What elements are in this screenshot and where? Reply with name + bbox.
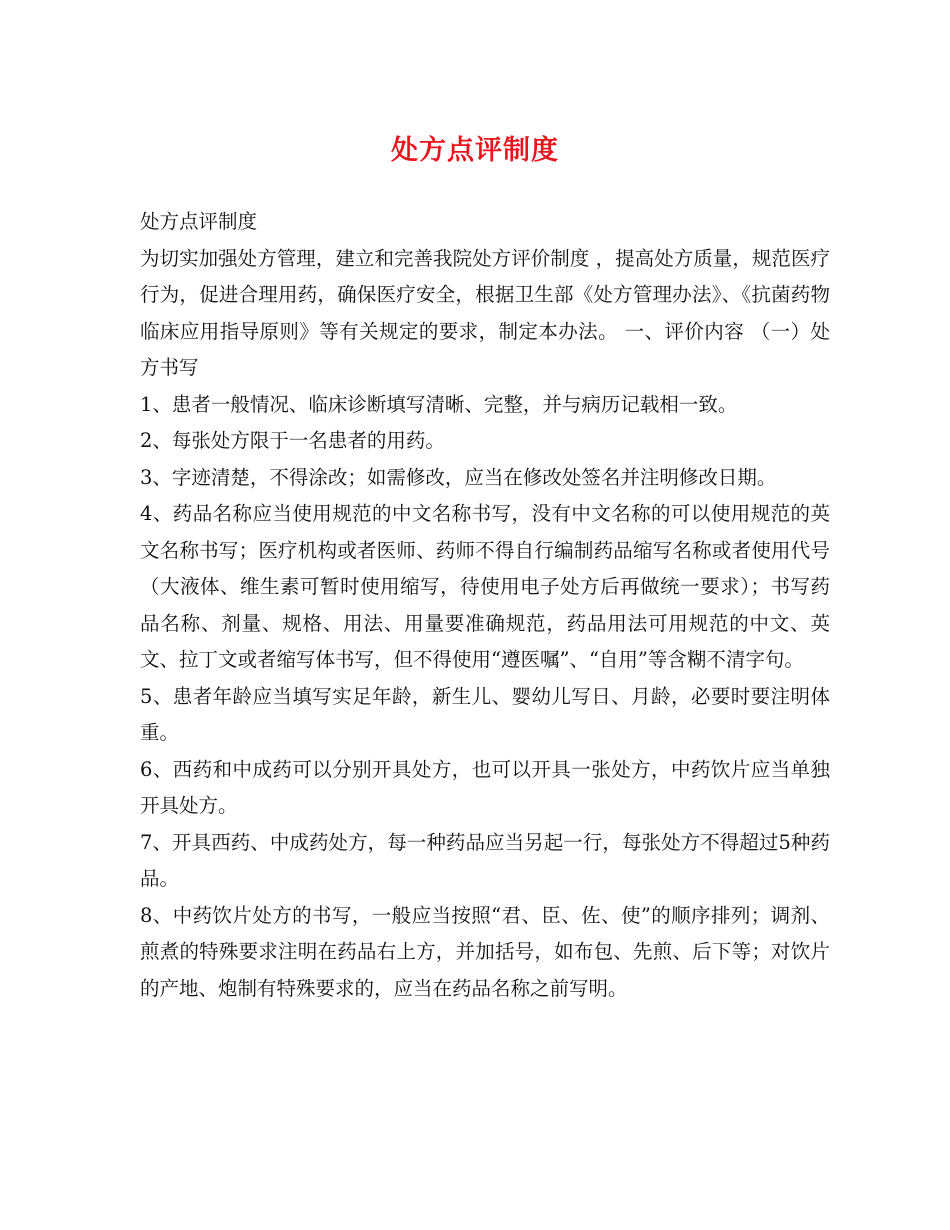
document-body <box>140 204 830 1007</box>
paragraph-item-4: 4、药品名称应当使用规范的中文名称书写，没有中文名称的可以使用规范的英文名称书写；医疗机构或者医师、药师不得自行编制药品缩写名称或者使用代号（大液体、维生素可暂时使用缩写，待使用电子处方后再做统一要求）；书写药品名称、剂量、规格、用法、用量要准确规范，药品用法可用规范的中文、英文、拉丁文或者缩写体书写，但不得使用“遵医嘱”、“自用”等含糊不清字句。 <box>140 502 830 671</box>
paragraph-item-8: 8、中药饮片处方的书写，一般应当按照“君、臣、佐、使”的顺序排列；调剂、煎煮的特殊要求注明在药品右上方，并加括号，如布包、先煎、后下等；对饮片的产地、炮制有特殊要求的，应当在药品名称之前写明。 <box>140 903 830 1000</box>
paragraph-item-2: 2、每张处方限于一名患者的用药。 <box>140 429 445 452</box>
paragraph-item-7: 7、开具西药、中成药处方，每一种药品应当另起一行，每张处方不得超过5种药品。 <box>140 830 830 890</box>
paragraph-item-1: 1、患者一般情况、临床诊断填写清晰、完整，并与病历记载相一致。 <box>140 392 738 416</box>
paragraph-item-5: 5、患者年龄应当填写实足年龄，新生儿、婴幼儿写日、月龄，必要时要注明体重。 <box>140 684 830 744</box>
paragraph-intro: 为切实加强处方管理，建立和完善我院处方评价制度 ，提高处方质量，规范医疗行为，促进合理用药，确保医疗安全，根据卫生部《处方管理办法》、《抗菌药物临床应用指导原则》等有关规定的要求，制定本办法。 一、评价内容 （一）处方书写 <box>140 246 830 379</box>
paragraph-item-3: 3、字迹清楚，不得涂改；如需修改，应当在修改处签名并注明修改日期。 <box>140 465 777 489</box>
document-title: 处方点评制度 <box>391 135 559 166</box>
paragraph-subtitle: 处方点评制度 <box>140 210 258 233</box>
paragraph-item-6: 6、西药和中成药可以分别开具处方，也可以开具一张处方，中药饮片应当单独开具处方。 <box>140 757 830 817</box>
